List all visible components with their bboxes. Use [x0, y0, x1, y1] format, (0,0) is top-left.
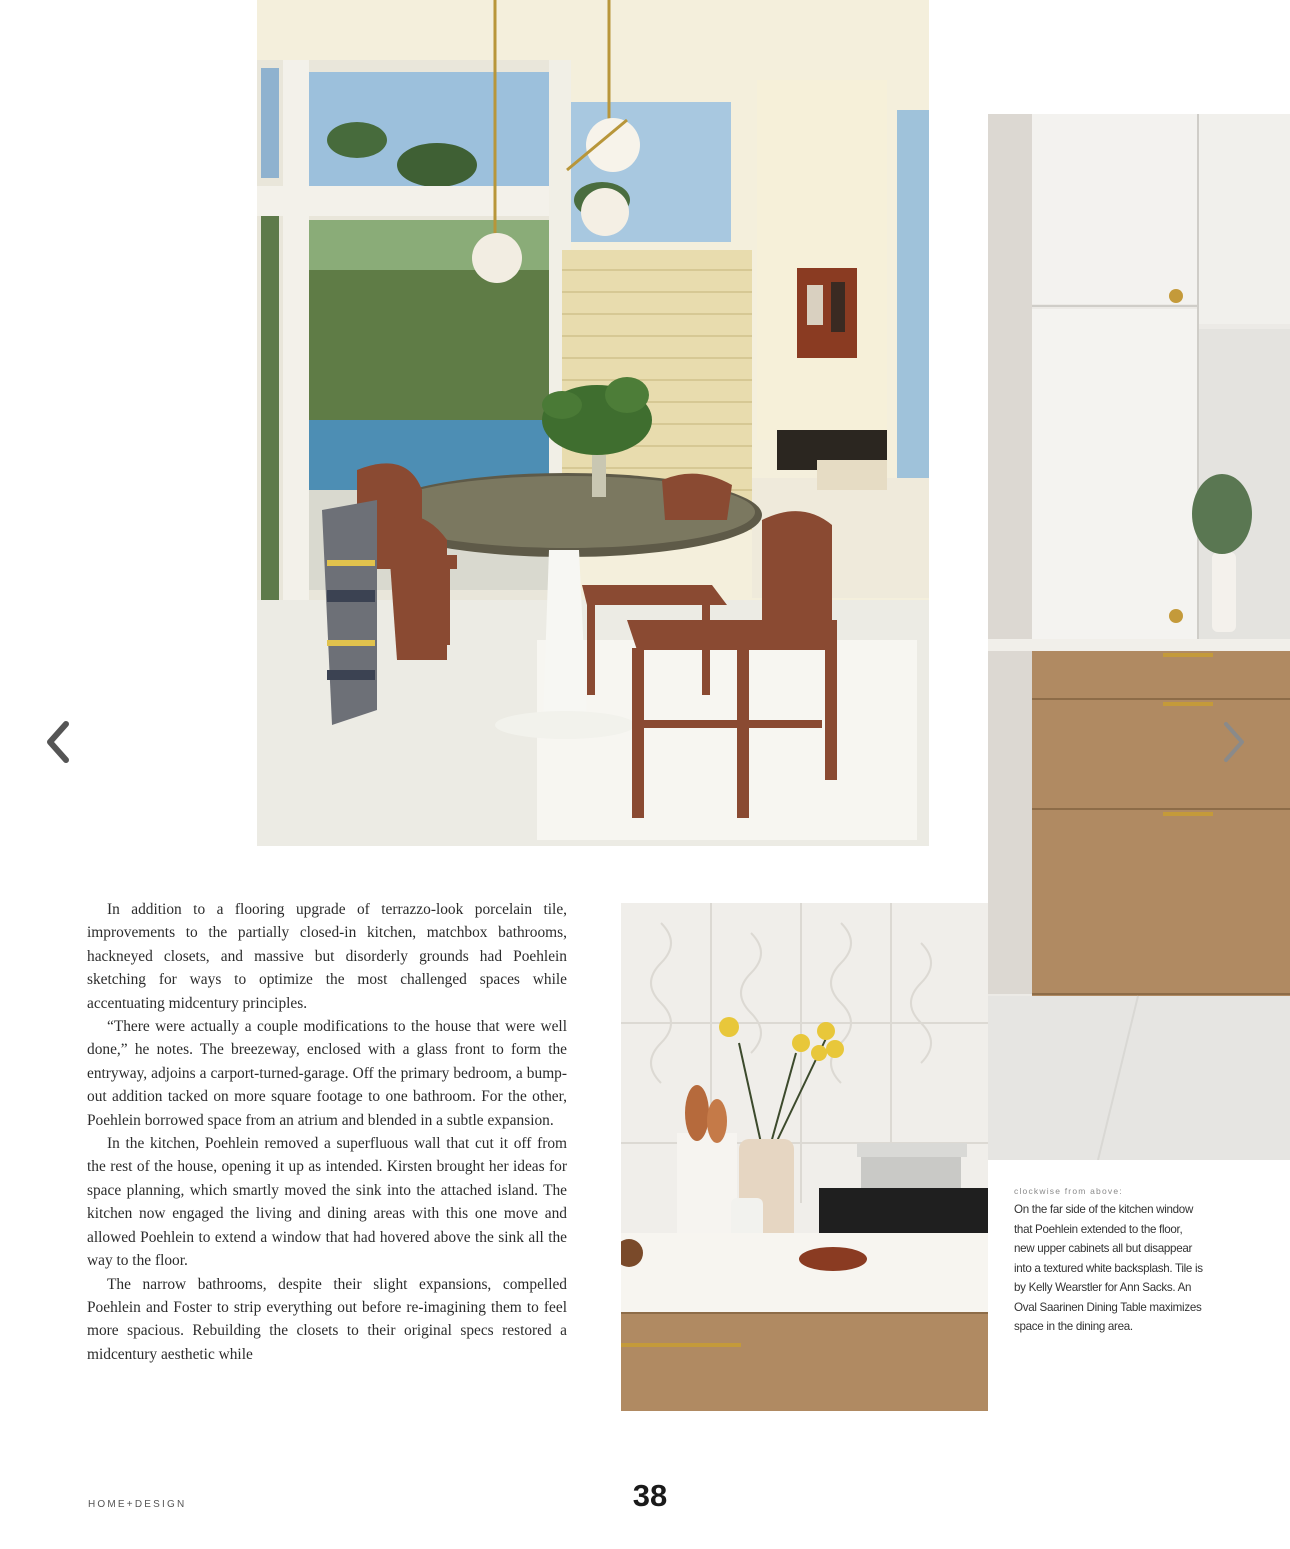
article-paragraph: In the kitchen, Poehlein removed a superfluous wall that cut it off from the rest of the house, opening it up as intended. Kirsten brought her ideas for space planning, which smartly moved the sink into the attached island. The kitchen now engaged the living and dining areas with this one move and allowed Poehlein to extend a window that had hovered above the sink all the way to the floor. — [87, 1135, 567, 1270]
next-page-button[interactable] — [1212, 712, 1256, 772]
caption-text: On the far side of the kitchen window that Poehlein extended to the floor, new upper cabinets all but disappear into a textured white backsplash. Tile is by Kelly Wearstler for Ann Sacks. An Oval Saarinen Dining Table maximizes space in the dining area. — [1014, 1203, 1203, 1333]
article-paragraph: In addition to a flooring upgrade of terrazzo-look porcelain tile, improvements to the partially closed-in kitchen, matchbox bathrooms, hackneyed closets, and massive but disorderly grounds had Poehlein sketching for ways to optimize the most challenged spaces while accentuating midcentury principles. — [87, 901, 567, 1012]
page-number: 38 — [632, 1478, 668, 1513]
magazine-brand: HOME+DESIGN — [88, 1499, 187, 1510]
chevron-right-icon — [1218, 718, 1250, 766]
photo-caption — [1014, 1186, 1204, 1337]
article-body — [87, 898, 567, 1366]
caption-kicker: clockwise from above: — [1014, 1186, 1123, 1196]
cabinets-photo — [988, 114, 1290, 1160]
dining-room-photo — [257, 0, 929, 846]
previous-page-button[interactable] — [36, 712, 80, 772]
chevron-left-icon — [42, 718, 74, 766]
kitchen-detail-photo — [621, 903, 988, 1411]
article-paragraph: The narrow bathrooms, despite their slight expansions, compelled Poehlein and Foster to strip everything out before re-imagining them to feel more spacious. Rebuilding the closets to their original specs restored a midcentury aesthetic while — [87, 1275, 567, 1363]
article-paragraph: “There were actually a couple modifications to the house that were well done,” he notes. The breezeway, enclosed with a glass front to form the entryway, adjoins a carport-turned-garage. Off the primary bedroom, a bump-out addition tacked on more square footage to one bathroom. For the other, Poehlein borrowed space from an atrium and blended in a subtle expansion. — [87, 1018, 567, 1129]
